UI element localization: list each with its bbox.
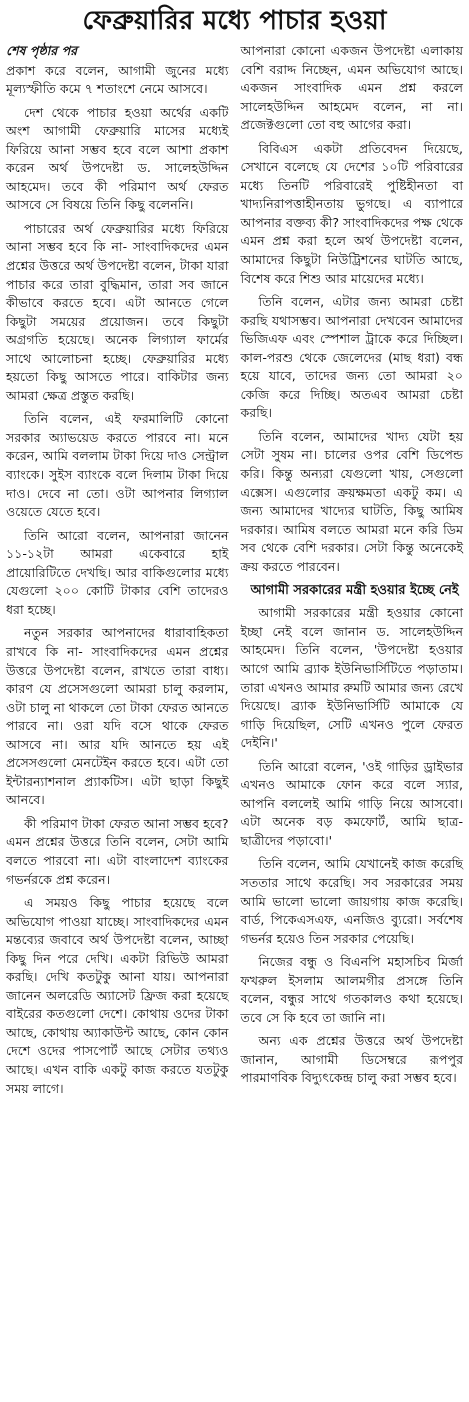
paragraph: বিবিএস একটা প্রতিবেদন দিয়েছে, সেখানে বলেছে যে দেশের ১০টি পরিবারের মধ্যে তিনটি পরিবারেই পুষ্টিহীনতা বা খাদ্যনিরাপত্তাহীনতায় ভুগছে। এ ব্যাপারে আপনার বক্তব্য কী? সাংবাদিকদের পক্ষ থেকে এমন প্রশ্ন করা হলে অর্থ উপদেষ্টা বলেন, আমাদের কিছুটা নিউট্রিশনের ঘাটতি আছে, বিশেষ করে শিশু আর মায়েদের মধ্যে। [240,140,463,286]
continued-from-label: শেষ পৃষ্ঠার পর [6,43,78,58]
paragraph: তিনি বলেন, আমি যেখানেই কাজ করেছি সততার সাথে করেছি। সব সরকারের সময় আমি ভালো ভালো জায়গায় কাজ করেছি। বার্ড, পিকেএসএফ, এনজিও ব্যুরো। সর্বশেষ গভর্নর হয়েও তিন সরকার পেয়েছি। [240,856,463,946]
paragraph: প্রকাশ করে বলেন, আগামী জুনের মধ্যে মূল্যস্ফীতি কমে ৭ শতাংশে নেমে আসবে। [6,62,229,97]
paragraph: অন্য এক প্রশ্নের উত্তরে অর্থ উপদেষ্টা জানান, আগামী ডিসেম্বরে রূপপুর পারমাণবিক বিদ্যুৎকেন্দ্র চালু করা সম্ভব হবে। [240,1033,463,1086]
paragraph: নতুন সরকার আপনাদের ধারাবাহিকতা রাখবে কি না- সাংবাদিকদের এমন প্রশ্নের উত্তরে উপদেষ্টা বলেন, রাখতে তারা বাধ্য। কারণ যে প্রসেসগুলো আমরা চালু করলাম, ওটা চালু না থাকলে তো টাকা ফেরত আনতে পারবে না। ওরা যদি বসে থাকে ফেরত আসবে না। আর যদি আনতে হয় এই প্রসেসগুলো মেনটেইন করতে হবে। এটা তো ইন্টারন্যাশনাল প্র্যাকটিস। এটা ছাড়া কিছুই আনবে। [6,625,229,808]
paragraph: দেশ থেকে পাচার হওয়া অর্থের একটি অংশ আগামী ফেব্রুয়ারি মাসের মধ্যেই ফিরিয়ে আনা সম্ভব হবে বলে আশা প্রকাশ করেন অর্থ উপদেষ্টা ড. সালেহউদ্দিন আহমেদ। তবে কী পরিমাণ অর্থ ফেরত আসবে সে বিষয়ে তিনি কিছু বলেননি। [6,104,229,213]
paragraph: কী পরিমাণ টাকা ফেরত আনা সম্ভব হবে? এমন প্রশ্নের উত্তরে তিনি বলেন, সেটা আমি বলতে পারবো না। এটা বাংলাদেশ ব্যাংকের গভর্নরকে প্রশ্ন করেন। [6,815,229,887]
paragraph: তিনি বলেন, এই ফরমালিটি কোনো সরকার অ্যাভয়েড করতে পারবে না। মনে করেন, আমি বললাম টাকা দিয়ে দাও সেন্ট্রাল ব্যাংকে। সুইস ব্যাংকে বলে দিলাম টাকা দিয়ে দাও। দেবে না তো। ওটা আপনার লিগ্যাল ওয়েতে যেতে হবে। [6,411,229,520]
paragraph: আগামী সরকারের মন্ত্রী হওয়ার কোনো ইচ্ছা নেই বলে জানান ড. সালেহউদ্দিন আহমেদ। তিনি বলেন, 'উপদেষ্টা হওয়ার আগে আমি ব্র্যাক ইউনিভার্সিটিতে পড়াতাম। তারা এখনও আমার রুমটি আমার জন্য রেখে দিয়েছে। ব্র্যাক ইউনিভার্সিটি আমাকে যে গাড়ি দিয়েছিল, সেটি এখনও পুলে ফেরত দেইনি।' [240,605,463,751]
paragraph: তিনি বলেন, এটার জন্য আমরা চেষ্টা করছি যথাসম্ভব। আপনারা দেখবেন আমাদের ভিজিএফ এবং স্পেশাল ট্রাকে করে দিচ্ছিল। কাল-পরশু থেকে জেলেদের (মাছ ধরা) বন্ধ হয়ে যাবে, তাদের জন্য তো আমরা ২০ কেজি করে দিচ্ছি। অতএব আমরা চেষ্টা করছি। [240,294,463,421]
paragraph: তিনি আরো বলেন, আপনারা জানেন ১১-১২টা আমরা একেবারে হাই প্রায়োরিটিতে দেখছি। আর বাকিগুলোর মধ্যে যেগুলো ২০০ কোটি টাকার বেশি তাদেরও ধরা হচ্ছে। [6,527,229,617]
article-columns [6,42,463,1103]
paragraph: তিনি আরো বলেন, 'ওই গাড়ির ড্রাইভার এখনও আমাকে ফোন করে বলে স্যার, আপনি বললেই আমি গাড়ি নিয়ে আসবো। এটা অনেক বড় কমফোর্ট, আমি ছাত্র-ছাত্রীদের পড়াবো।' [240,758,463,848]
column-right [241,42,464,1103]
paragraph: আপনারা কোনো একজন উপদেষ্টা এলাকায় বেশি বরাদ্দ নিচ্ছেন, এমন অভিযোগ আছে। একজন সাংবাদিক এমন প্রশ্ন করলে সালেহউদ্দিন আহমেদ বলেন, না না। প্রজেক্টগুলো তো বহু আগের করা। [240,43,463,133]
paragraph: পাচারের অর্থ ফেব্রুয়ারির মধ্যে ফিরিয়ে আনা সম্ভব হবে কি না- সাংবাদিকদের এমন প্রশ্নের উত্তরে অর্থ উপদেষ্টা বলেন, টাকা যারা পাচার করে তারা বুদ্ধিমান, তারা সব জানে কীভাবে করতে হবে। এটা আনতে গেলে কিছুটা সময়ের প্রয়োজন। তবে কিছুটা অগ্রগতি হয়েছে। অনেক লিগ্যাল ফার্মের সাথে আলোচনা হচ্ছে। ফেব্রুয়ারির মধ্যে হয়তো কিছু আসতে পারে। বাকিটার জন্য আমরা ক্ষেত্র প্রস্তুত করছি। [6,220,229,403]
paragraph: নিজের বন্ধু ও বিএনপি মহাসচিব মির্জা ফখরুল ইসলাম আলমগীর প্রসঙ্গে তিনি বলেন, বন্ধুর সাথে গতকালও কথা হয়েছে। তবে সে কি হবে তা জানি না। [240,954,463,1025]
paragraph: তিনি বলেন, আমাদের খাদ্য যেটা হয় সেটা সুষম না। চালের ওপর বেশি ডিপেন্ড করি। কিন্তু অন্যরা যেগুলো খায়, সেগুলো এক্সেস। এগুলোর ক্রয়ক্ষমতা একটু কম। এ জন্য আমাদের খাদ্যের ঘাটতি, কিছু আমিষ দরকার। আমিষ বলতে আমরা মনে করি ডিম সব থেকে বেশি দরকার। সেটা কিন্তু অনেকেই ক্রয় করতে পারবেন। [240,428,463,574]
headline: ফেব্রুয়ারির মধ্যে পাচার হওয়া [82,6,387,36]
subheading: আগামী সরকারের মন্ত্রী হওয়ার ইচ্ছে নেই [250,583,459,599]
column-left [6,42,229,1103]
paragraph: এ সময়ও কিছু পাচার হয়েছে বলে অভিযোগ পাওয়া যাচ্ছে। সাংবাদিকদের এমন মন্তব্যের জবাবে অর্থ উপদেষ্টা বলেন, আচ্ছা কিছু দিন পরে দেখি। একটা রিভিউ আমরা করছি। দেখি কতটুকু আনা যায়। আপনারা জানেন অলরেডি অ্যাসেট ফ্রিজ করা হয়েছে বাইরের কতগুলো দেশে। কোথায় ওদের টাকা আছে, কোথায় অ্যাকাউন্ট আছে, কোন কোন দেশে ওদের পাসপোর্ট আছে সেটার তথ্যও আছে। এখন বাকি একটু কাজ করতে যতটুকু সময় লাগে। [6,895,229,1096]
